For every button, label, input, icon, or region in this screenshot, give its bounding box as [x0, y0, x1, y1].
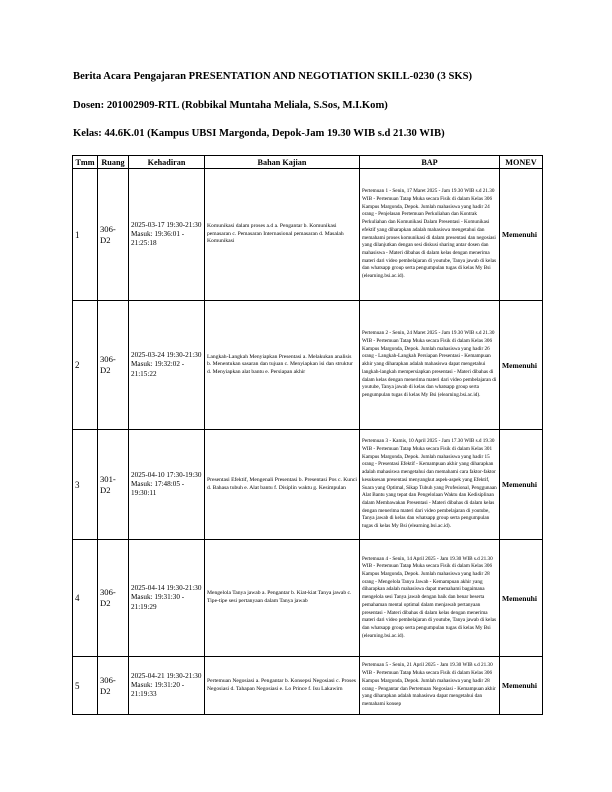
cell-ruang: 301-D2 [98, 430, 129, 540]
cell-tm: 4 [73, 540, 98, 657]
cell-ruang: 306-D2 [98, 540, 129, 657]
class-line: Kelas: 44.6K.01 (Kampus UBSI Margonda, Depok-Jam 19.30 WIB s.d 21.30 WIB) [73, 128, 445, 139]
cell-monev [500, 540, 543, 657]
page-title: Berita Acara Pengajaran PRESENTATION AND NEGOTIATION SKILL-0230 (3 SKS) [73, 71, 473, 82]
cell-tm: 5 [73, 657, 98, 715]
monev-status: Memenuhi [502, 593, 538, 603]
cell-bap: Pertemuan 2 - Senin, 24 Maret 2025 - Jam 19.30 WIB s.d 21.30 WIB - Pertemuan Tatap Muka secara Fisik di dalam Kelas 306 Kampus Margonda, Depok. Jumlah mahasiswa yang hadir 26 orang - Langkah-Langkah Persiapan Presentasi - Kemampuan akhir yang diharapkan adalah mahasiswa dapat mengetahui langkah-langkah mempersiapkan presentasi - Materi dibahas di dalam kelas dengan menerima materi dari video pembelajaran di youtube, Tanya jawab di kelas dan whatsapp group serta pengumpulan tugas di kelas My Bsi (elearning.bsi.ac.id). [360, 301, 500, 430]
cell-bap: Pertemuan 5 - Senin, 21 April 2025 - Jam 19.30 WIB s.d 21.30 WIB - Pertemuan Tatap Muka secara Fisik di dalam Kelas 306 Kampus Margonda, Depok. Jumlah mahasiswa yang hadir 28 orang - Pengantar dan Pertemuan Negosiasi - Kemampuan akhir yang diharapkan adalah mahasiswa dapat mengetahui dan memahami konsep [360, 657, 500, 715]
col-header-kehadiran: Kehadiran [129, 156, 205, 169]
cell-ruang: 306-D2 [98, 301, 129, 430]
cell-bap: Pertemuan 4 - Senin, 14 April 2025 - Jam 19.30 WIB s.d 21.30 WIB - Pertemuan Tatap Muka secara Fisik di dalam Kelas 306 Kampus Margonda, Depok. Jumlah mahasiswa yang hadir 28 orang - Mengelola Tanya Jawab - Kemampuan akhir yang diharapkan adalah mahasiswa dapat memahami bagaimana mengelola sesi Tanya jawab dengan baik dan benar beserta pemahaman mental optimal dalam menjawab pertanyaan presentasi - Materi dibahas di dalam kelas dengan menerima materi dari video pembelajaran di youtube, Tanya jawab di kelas dan whatsapp group serta pengumpulan tugas di kelas My Bsi (elearning.bsi.ac.id). [360, 540, 500, 657]
cell-monev [500, 169, 543, 301]
cell-tm: 2 [73, 301, 98, 430]
bap-table [72, 155, 543, 715]
cell-monev [500, 430, 543, 540]
cell-monev [500, 657, 543, 715]
cell-tm: 3 [73, 430, 98, 540]
cell-kehadiran: 2025-04-21 19:30-21:30 Masuk: 19:31:20 - 21:19:33 [129, 657, 205, 715]
cell-kehadiran: 2025-04-10 17:30-19:30 Masuk: 17:48:05 - 19:30:11 [129, 430, 205, 540]
cell-ruang: 306-D2 [98, 657, 129, 715]
cell-ruang: 306-D2 [98, 169, 129, 301]
cell-bahan-kajian: Pertemuan Negosiasi a. Pengantar b. Konsepsi Negosiasi c. Proses Negosiasi d. Tahapan Negosiasi e. Lo Prince f. Isu Lakawirn [205, 657, 360, 715]
col-header-tm: Tmm [73, 156, 98, 169]
cell-bahan-kajian: Presentasi Efektif, Mengenali Presentasi b. Presentasi Pos c. Kunci d. Bahasa tubuh e. Alat bantu f. Disiplin waktu g. Kesimpulan [205, 430, 360, 540]
table-row [73, 540, 543, 657]
monev-status: Memenuhi [502, 681, 538, 690]
cell-kehadiran: 2025-03-17 19:30-21:30 Masuk: 19:36:01 - 21:25:18 [129, 169, 205, 301]
table-row [73, 430, 543, 540]
cell-bahan-kajian: Mengelola Tanya jawab a. Pengantar b. Kiat-kiat Tanya jawab c. Tipe-tipe sesi pertanyaan dalam Tanya jawab [205, 540, 360, 657]
cell-kehadiran: 2025-04-14 19:30-21:30 Masuk: 19:31:30 - 21:19:29 [129, 540, 205, 657]
cell-tm: 1 [73, 169, 98, 301]
cell-bap: Pertemuan 3 - Kamis, 10 April 2025 - Jam 17.30 WIB s.d 19.30 WIB - Pertemuan Tatap Muka secara Fisik di dalam Kelas 301 Kampus Margonda, Depok. Jumlah mahasiswa yang hadir 15 orang - Presentasi Efektif - Kemampuan akhir yang diharapkan adalah mahasiswa mengetahui dan memahami cara faktor-faktor kesuksesan presentasi menyangkut aspek-aspek yang Efektif, Suara yang Optimal, Sikap Tubuh yang Profesional, Penggunaan Alat Bantu yang tepat dan Pengelolaan Waktu dan Kedisiplinan dalam Membawakan Presentasi - Materi dibahas di dalam kelas dengan menerima materi dari video pembelajaran di youtube, Tanya jawab di kelas dan whatsapp group serta pengumpulan tugas di kelas My Bsi (elearning.bsi.ac.id). [360, 430, 500, 540]
col-header-bap: BAP [360, 156, 500, 169]
monev-status: Memenuhi [502, 360, 538, 370]
monev-status: Memenuhi [502, 230, 538, 239]
cell-kehadiran: 2025-03-24 19:30-21:30 Masuk: 19:32:02 - 21:15:22 [129, 301, 205, 430]
col-header-bahan-kajian: Bahan Kajian [205, 156, 360, 169]
table-header-row [73, 156, 543, 169]
monev-status: Memenuhi [502, 480, 538, 489]
col-header-monev: MONEV [500, 156, 543, 169]
cell-bahan-kajian: Komunikasi dalam proses a.d a. Pengantar b. Komunikasi pemasaran c. Pemasaran Internasional pemasaran d. Masalah Komunikasi [205, 169, 360, 301]
table-row [73, 301, 543, 430]
cell-bahan-kajian: Langkah-Langkah Menyiapkan Presentasi a. Melakukan analisis b. Menentukan sasaran dan tujuan c. Menyiapkan isi dan struktur d. Menyiapkan alat bantu e. Persiapan akhir [205, 301, 360, 430]
cell-monev [500, 301, 543, 430]
cell-bap: Pertemuan 1 - Senin, 17 Maret 2025 - Jam 19.30 WIB s.d 21.30 WIB - Pertemuan Tatap Muka secara Fisik di dalam Kelas 306 Kampus Margonda, Depok. Jumlah mahasiswa yang hadir 24 orang - Penjelasan Pertemuan Perkuliahan dan Kontrak Perkuliahan dan Komunikasi Dalam Presentasi - Komunikasi efektif yang diharapkan adalah mahasiswa mengetahui dan memahami proses komunikasi di dalam presentasi dan negosiasi yang dilanjutkan dengan sesi diskusi sharing antar dosen dan mahasiswa - Materi dibahas di dalam kelas dengan menerima materi dari video pembelajaran di youtube, Tanya jawab di kelas dan whatsapp group serta pengumpulan tugas di kelas My Bsi (elearning.bsi.ac.id). [360, 169, 500, 301]
lecturer-line: Dosen: 201002909-RTL (Robbikal Muntaha Meliala, S.Sos, M.I.Kom) [73, 100, 388, 111]
col-header-ruang: Ruang [98, 156, 129, 169]
table-row [73, 657, 543, 715]
table-row [73, 169, 543, 301]
